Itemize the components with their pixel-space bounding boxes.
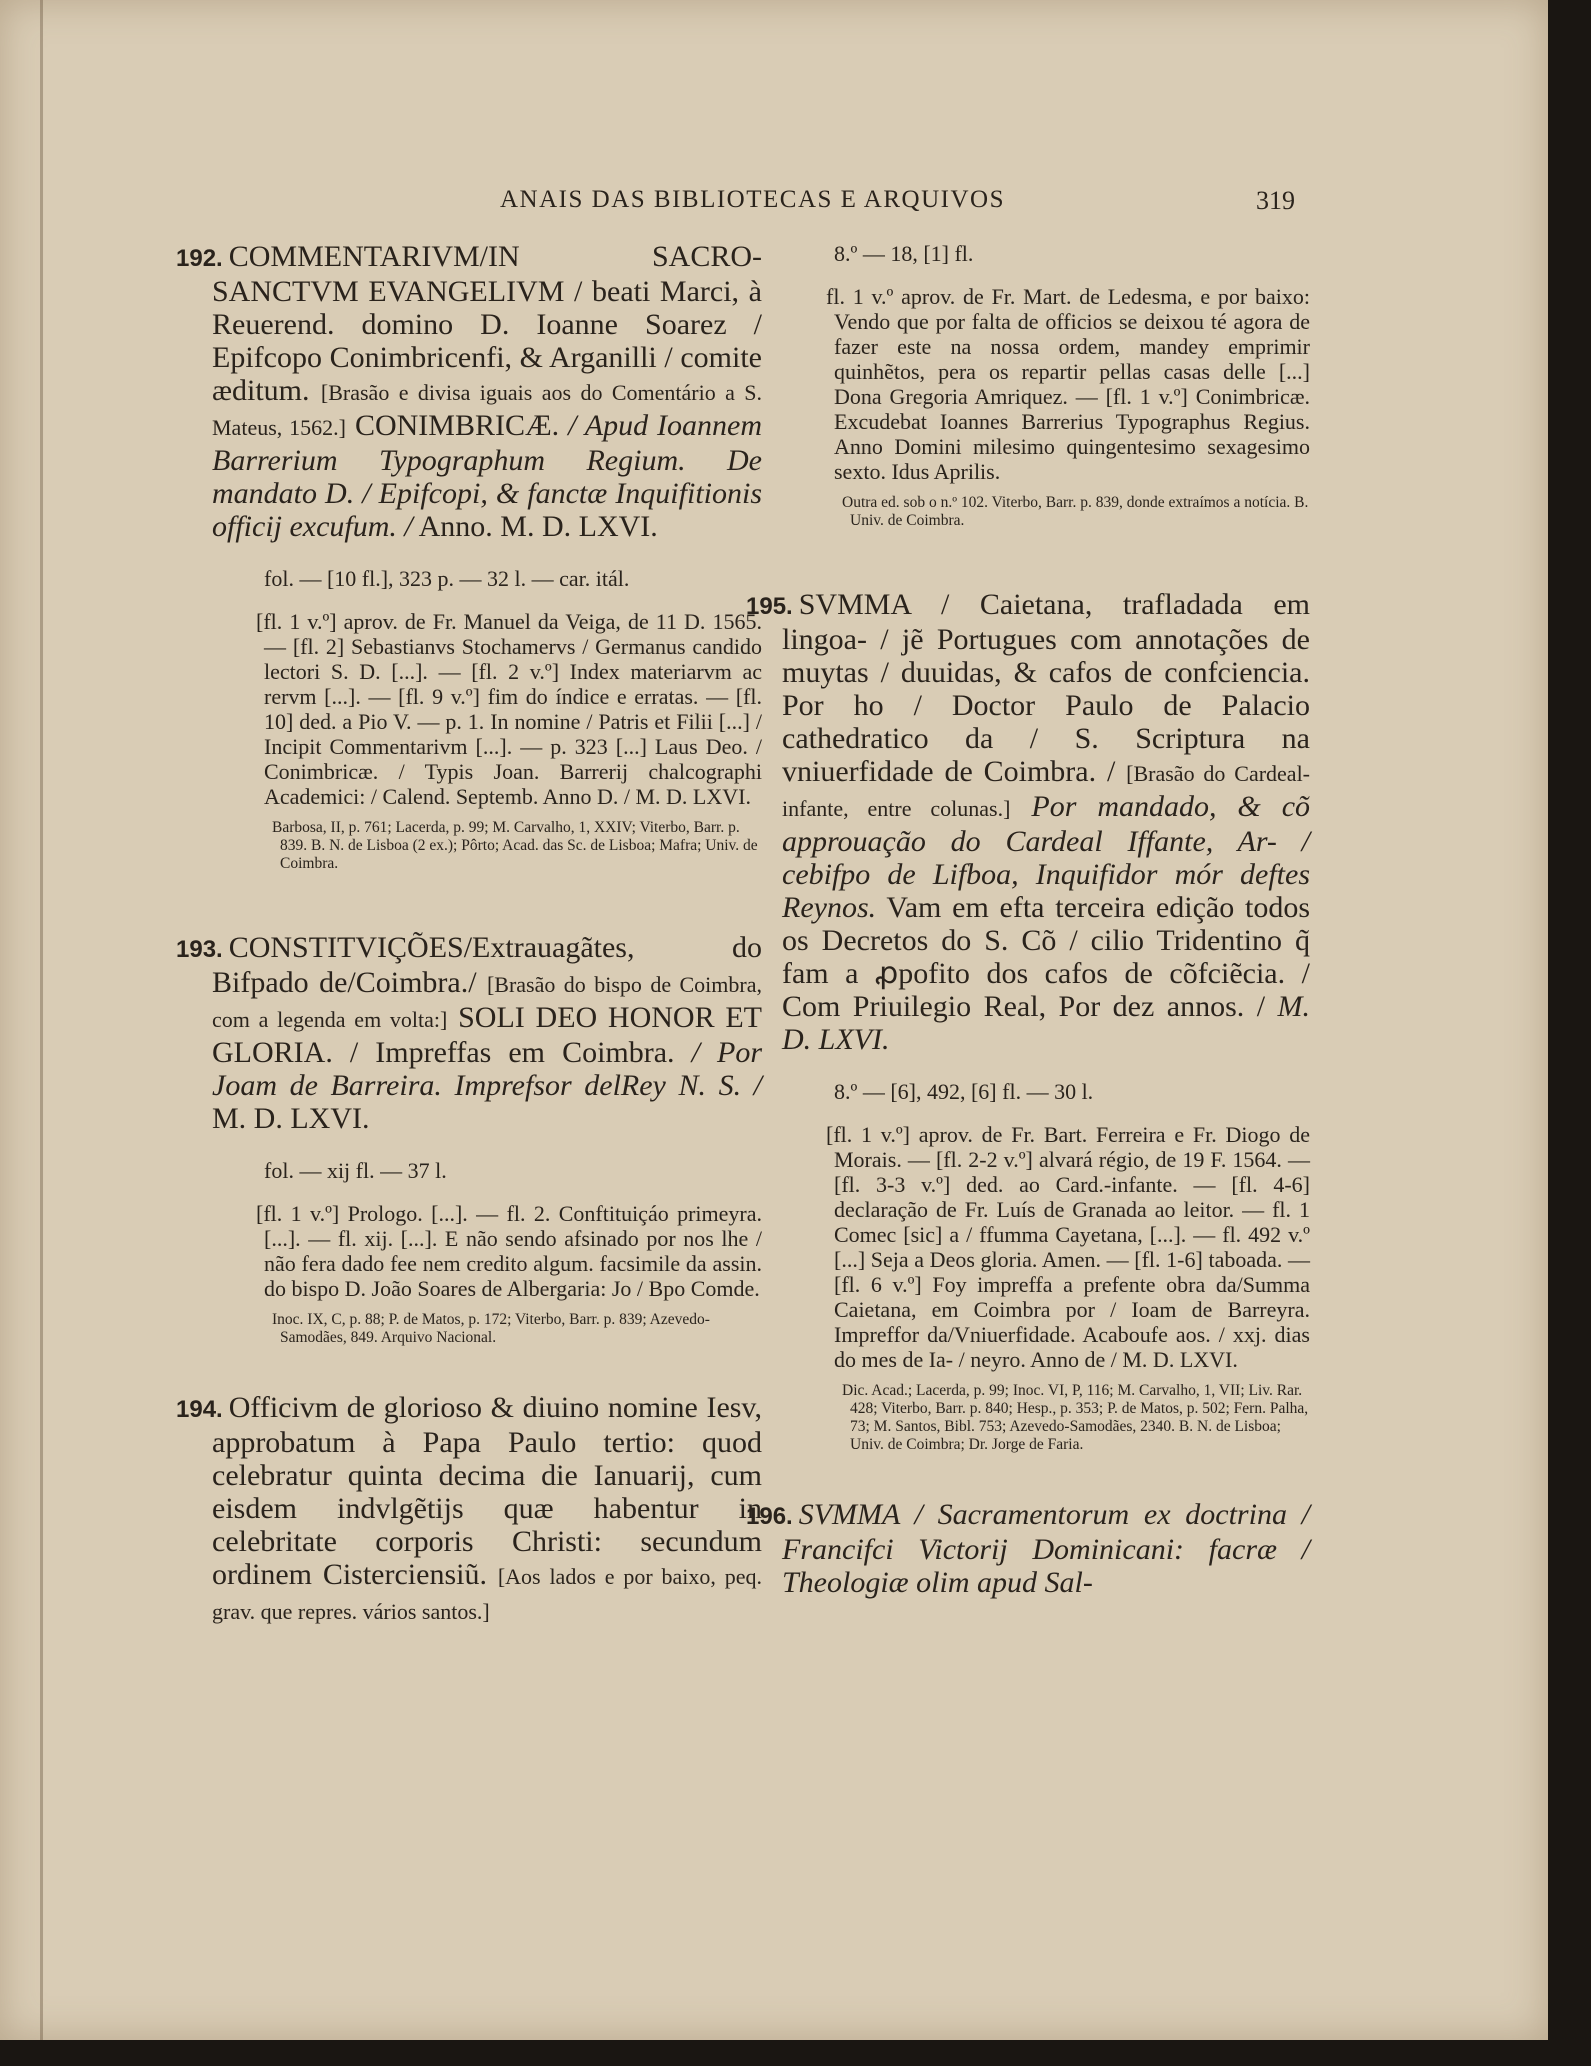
entry-195 [746, 588, 1311, 1454]
page-header [0, 186, 1548, 220]
imprint-date: Anno. M. D. LXVI. [418, 510, 658, 543]
binding-fold [40, 0, 43, 2040]
entry-194-continued [782, 240, 1310, 530]
collation: fol. — xij fl. — 37 l. [264, 1158, 447, 1183]
title-text-cont: SOLI DEO HONOR ET GLORIA. / Impreffas em Coimbra. [212, 1001, 762, 1069]
left-column [176, 240, 763, 1628]
title-note: [Brasão do bispo de Coimbra, com a legenda em volta:] [212, 972, 762, 1032]
imprint-printer: / Por Joam de Barreira. Imprefsor delRey N. S. / [212, 1036, 763, 1102]
references: Dic. Acad.; Lacerda, p. 99; Inoc. VI, P, 116; M. Carvalho, 1, VII; Liv. Rar. 428; Viterbo, Barr. p. 840; Hesp., p. 353; P. de Matos, p. 502; Fern. Palha, 73; M. Santos, Bibl. 753; Azevedo-Samodães, 2340. B. N. de Lisboa; Univ. de Coimbra; Dr. Jorge de Faria. [842, 1382, 1309, 1453]
title-note: [Aos lados e por baixo, peq. grav. que repres. vários santos.] [212, 1564, 763, 1624]
bibliographic-notes: [fl. 1 v.º] aprov. de Fr. Manuel da Veiga, de 11 D. 1565. — [fl. 2] Sebastianvs Stochamervs / Germanus candido lectori S. D. [...]. — [fl. 2 v.º] Index materiarvm ac rervm [...]. — [fl. 9 v.º] fim do índice e erratas. — [fl. 10] ded. a Pio V. — p. 1. In nomine / Patris et Filii [...] / Incipit Commentarivm [...]. — p. 323 [...] Laus Deo. / Conimbricæ. / Typis Joan. Barrerij chalcographi Academici: / Calend. Septemb. Anno D. / M. D. LXVI. [256, 609, 762, 809]
title-note: [Brasão do Cardeal-infante, entre colunas.] [782, 761, 1311, 821]
title-text: CONSTITVIÇÕES/Extrauagãtes, do Bifpado de/Coimbra./ [212, 931, 762, 999]
bibliographic-notes: [fl. 1 v.º] aprov. de Fr. Bart. Ferreira e Fr. Diogo de Morais. — [fl. 2-2 v.º] alvará régio, de 19 F. 1564. — [fl. 3-3 v.º] ded. ao Card.-infante. — [fl. 4-6] declaração de Fr. Luís de Granada ao leitor. — fl. 1 Comec [sic] a / ffumma Cayetana, [...]. — fl. 492 v.º [...] Seja a Deos gloria. Amen. — [fl. 1-6] taboada. — [fl. 6 v.º] Foy impreffa a prefente obra da/Summa Caietana, em Coimbra por / Ioam de Barreyra. Impreffor da/Vniuerfidade. Acaboufe aos. / xxj. dias do mes de Ia- / neyro. Anno de / M. D. LXVI. [826, 1122, 1310, 1372]
title-italic: SVMMA / Sacramentorum ex doctrina / Francifci Victorij Dominicani: facræ / Theologiæ olim apud Sal- [782, 1498, 1310, 1599]
bibliographic-notes: [fl. 1 v.º] Prologo. [...]. — fl. 2. Conftituiçáo primeyra. [...]. — fl. xij. [...]. E não sendo afsinado por nos lhe / não fera dado fee nem credito algum. facsimile da assin. do bispo D. João Soares de Albergaria: Jo / Bpo Comde. [256, 1201, 762, 1301]
entry-193 [176, 931, 763, 1347]
collation: 8.º — 18, [1] fl. [834, 241, 974, 266]
imprint-place: CONIMBRICÆ. [354, 409, 560, 442]
entry-title [176, 1391, 763, 1628]
entry-title [176, 240, 762, 543]
right-column [746, 240, 1311, 1599]
imprint-date: M. D. LXVI. [782, 990, 1311, 1056]
title-italic: Por mandado, & cõ approuação do Cardeal Iffante, Ar- / cebifpo de Lifboa, Inquifidor mór deftes Reynos. [782, 790, 1311, 924]
title-text: COMMENTARIVM/IN SACRO- SANCTVM EVANGELIVM / beati Marci, à Reuerend. domino D. Ioanne Soarez / Epifcopo Conimbricenfi, & Arganilli / comite æditum. [212, 240, 762, 407]
references: Barbosa, II, p. 761; Lacerda, p. 99; M. Carvalho, 1, XXIV; Viterbo, Barr. p. 839. B. N. de Lisboa (2 ex.); Pôrto; Acad. das Sc. de Lisboa; Mafra; Univ. de Coimbra. [272, 819, 758, 872]
entry-title [746, 588, 1311, 1056]
collation: fol. — [10 fl.], 323 p. — 32 l. — car. itál. [264, 566, 630, 591]
title-text-cont: Vam em efta terceira edição todos os Decretos do S. Cõ / cilio Tridentino q̃ fam a ꝓpofito dos cafos de cõfciẽcia. / Com Priuilegio Real, Por dez annos. / [782, 891, 1310, 1023]
entry-196 [746, 1498, 1310, 1599]
collation: 8.º — [6], 492, [6] fl. — 30 l. [834, 1079, 1094, 1104]
entry-number: 192. [176, 245, 223, 272]
imprint-printer: / Apud Ioannem Barrerium Typographum Regium. De mandato D. / Epifcopi, & fanctæ Inquifitionis officij excufum. / [212, 409, 762, 543]
bibliographic-notes: fl. 1 v.º aprov. de Fr. Mart. de Ledesma, e por baixo: Vendo que por falta de officios se deixou té agora de fazer este na nossa ordem, mandey emprimir quinhẽtos, pera os repartir pellas casas delle [...] Dona Gregoria Amriquez. — [fl. 1 v.º] Conimbricæ. Excudebat Ioannes Barrerius Typographus Regius. Anno Domini milesimo quingentesimo sexagesimo sexto. Idus Aprilis. [826, 284, 1310, 484]
entry-number: 196. [746, 1503, 793, 1530]
references: Outra ed. sob o n.º 102. Viterbo, Barr. p. 839, donde extraímos a notícia. B. Univ. de Coimbra. [842, 494, 1309, 529]
entry-192 [176, 240, 762, 873]
entry-194 [176, 1391, 763, 1628]
title-text: Officivm de glorioso & diuino nomine Iesv, approbatum à Papa Paulo tertio: quod celebratur quinta decima die Ianuarij, cum eisdem indvlgẽtijs quæ habentur in celebritate corporis Christi: secundum ordinem Cisterciensiũ. [212, 1391, 762, 1591]
page-number: 319 [1256, 186, 1295, 215]
references: Inoc. IX, C, p. 88; P. de Matos, p. 172; Viterbo, Barr. p. 839; Azevedo-Samodães, 849. Arquivo Nacional. [272, 1311, 710, 1346]
entry-title [176, 931, 763, 1135]
entry-number: 195. [746, 593, 793, 620]
entry-number: 194. [176, 1396, 223, 1423]
title-note: [Brasão e divisa iguais aos do Comentário a S. Mateus, 1562.] [212, 380, 762, 440]
running-head: ANAIS DAS BIBLIOTECAS E ARQUIVOS [500, 186, 1005, 213]
entry-number: 193. [176, 936, 223, 963]
entry-title [746, 1498, 1310, 1599]
title-text: SVMMA / Caietana, trafladada em lingoa- / jẽ Portugues com annotações de muytas / duuidas, & cafos de confciencia. Por ho / Doctor Paulo de Palacio cathedratico da / S. Scriptura na vniuerfidade de Coimbra. / [782, 588, 1310, 788]
imprint-date: M. D. LXVI. [212, 1102, 370, 1135]
